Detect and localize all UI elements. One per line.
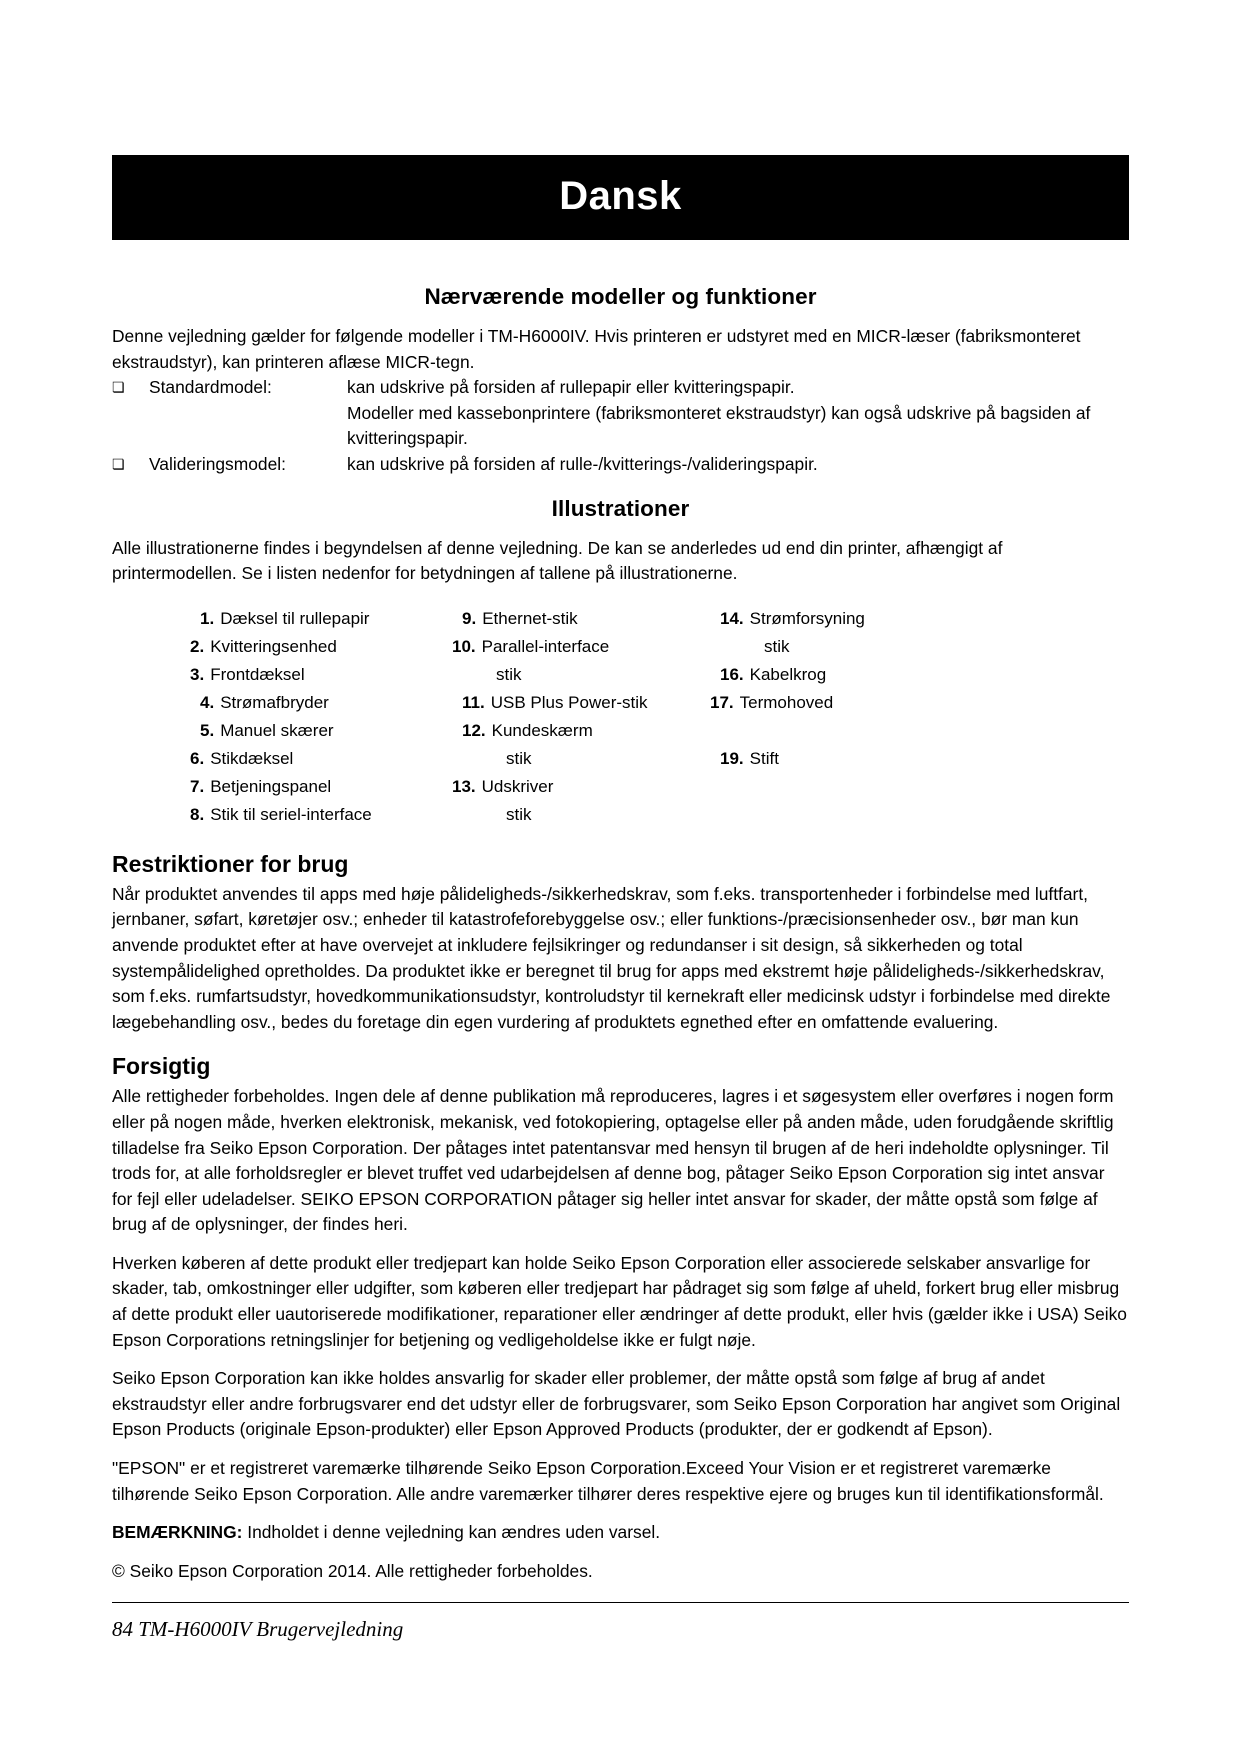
legend-label: Stift	[749, 748, 779, 768]
legend-label: USB Plus Power-stik	[490, 692, 648, 712]
legend-number: 2.	[190, 636, 205, 656]
legend-label: Termohoved	[739, 692, 834, 712]
list-item	[112, 452, 1129, 478]
legend-label-continued: stik	[506, 804, 532, 824]
legend-entry	[190, 773, 452, 801]
legend-number: 7.	[190, 776, 205, 796]
legend-entry	[710, 605, 970, 633]
legend-column-3	[710, 605, 970, 829]
legend-entry	[190, 717, 452, 745]
legend-label: Strømforsyning	[749, 608, 865, 628]
legend-number: 6.	[190, 748, 205, 768]
legend-label: Kabelkrog	[749, 664, 827, 684]
models-intro: Denne vejledning gælder for følgende modeller i TM-H6000IV. Hvis printeren er udstyret med en MICR-læser (fabriksmonteret ekstraudstyr), kan printeren aflæse MICR-tegn.	[112, 326, 1081, 372]
legend-label: Kvitteringsenhed	[210, 636, 337, 656]
models-bullet-list	[112, 375, 1129, 477]
copyright-line: © Seiko Epson Corporation 2014. Alle rettigheder forbeholdes.	[112, 1560, 593, 1581]
restrictions-body	[112, 882, 1129, 1036]
legend-number: 8.	[190, 804, 205, 824]
legend-label: Strømafbryder	[220, 692, 329, 712]
legend-number: 11.	[462, 692, 485, 712]
legend-label-continued: stik	[764, 636, 790, 656]
legend-number: 3.	[190, 664, 205, 684]
caution-heading: Forsigtig	[112, 1053, 211, 1080]
bullet-square-icon: ❏	[112, 455, 125, 472]
language-banner: Dansk	[112, 155, 1129, 240]
legend-number: 16.	[720, 664, 744, 684]
legend-label: Stik til seriel-interface	[210, 804, 372, 824]
caution-note	[112, 1520, 1129, 1546]
legend-entry	[452, 773, 710, 801]
legend-entry	[452, 689, 710, 717]
legend-column-1	[190, 605, 452, 829]
legend-label-continued: stik	[496, 664, 522, 684]
models-heading: Nærværende modeller og funktioner	[424, 284, 817, 309]
caution-body	[112, 1084, 1129, 1584]
legend-number: 19.	[720, 748, 744, 768]
legend-label: Ethernet-stik	[482, 608, 578, 628]
caution-paragraph-4: "EPSON" er et registreret varemærke tilhørende Seiko Epson Corporation.Exceed Your Vision er et registreret varemærke tilhørende Seiko Epson Corporation. Alle andre varemærker tilhører deres respektive ejere og bruges kun til identifikationsformål.	[112, 1458, 1104, 1504]
restrictions-heading: Restriktioner for brug	[112, 850, 349, 877]
list-item	[112, 375, 1129, 401]
legend-column-2	[452, 605, 710, 829]
legend-number: 12.	[462, 720, 486, 740]
footer-label: 84 TM-H6000IV Brugervejledning	[112, 1617, 404, 1641]
legend-number: 13.	[452, 776, 476, 796]
legend-entry	[710, 745, 970, 773]
legend-entry	[190, 633, 452, 661]
legend-label: Manuel skærer	[220, 720, 334, 740]
list-item-desc: kan udskrive på forsiden af rulle-/kvitterings-/valideringspapir.	[347, 453, 818, 474]
caution-paragraph-2: Hverken køberen af dette produkt eller tredjepart kan holde Seiko Epson Corporation eller associerede selskaber ansvarlige for skader, tab, omkostninger eller udgifter, som køberen eller tredjepart har pådraget sig som følge af uheld, forkert brug eller misbrug af dette produkt eller uautoriserede modifikationer, reparationer eller ændringer af dette produkt, eller hvis (gælder ikke i USA) Seiko Epson Corporations retningslinjer for betjening og vedligeholdelse ikke er fulgt nøje.	[112, 1252, 1127, 1350]
legend-entry	[190, 745, 452, 773]
legend-entry	[190, 689, 452, 717]
legend-entry	[452, 633, 710, 661]
list-item-term: Valideringsmodel:	[149, 453, 286, 474]
page-footer	[112, 1602, 1129, 1642]
legend-entry	[452, 717, 710, 745]
legend-entry	[190, 605, 452, 633]
legend-number: 4.	[200, 692, 215, 712]
restrictions-paragraph: Når produktet anvendes til apps med høje pålideligheds-/sikkerhedskrav, som f.eks. transportenheder i forbindelse med luftfart, jernbaner, søfart, køretøjer osv.; enheder til katastrofeforebyggelse osv.; eller funktions-/præcisionsenheder osv., bør man kun anvende produktet efter at have overvejet at inkludere fejlsikringer og redundanser i sit design, så sikkerheden og total systempålidelighed opretholdes. Da produktet ikke er beregnet til brug for apps med ekstremt høje pålideligheds-/sikkerhedskrav, som f.eks. rumfartsudstyr, hovedkommunikationsudstyr, kontroludstyr til kernekraft eller medicinsk udstyr i forbindelse med direkte lægebehandling osv., bedes du foretage din egen vurdering af produktets egnethed efter en omfattende evaluering.	[112, 883, 1111, 1032]
legend-label: Kundeskærm	[491, 720, 593, 740]
legend-label: Udskriver	[481, 776, 554, 796]
legend-label: Dæksel til rullepapir	[220, 608, 370, 628]
legend-label-continued: stik	[506, 748, 532, 768]
legend-number: 14.	[720, 608, 744, 628]
legend-number: 1.	[200, 608, 215, 628]
list-item-desc-continued: Modeller med kassebonprintere (fabriksmonteret ekstraudstyr) kan også udskrive på bagsiden af kvitteringspapir.	[347, 402, 1091, 449]
legend-number: 10.	[452, 636, 476, 656]
legend-label: Frontdæksel	[210, 664, 305, 684]
legend-entry	[710, 661, 970, 689]
legend-entry	[710, 689, 970, 717]
legend-label: Betjeningspanel	[210, 776, 332, 796]
legend-label: Stikdæksel	[210, 748, 294, 768]
bullet-square-icon: ❏	[112, 379, 125, 396]
note-label: BEMÆRKNING:	[112, 1522, 243, 1543]
legend-entry	[190, 661, 452, 689]
models-intro-block	[112, 324, 1129, 375]
illustrations-heading: Illustrationer	[551, 495, 690, 521]
list-item-term: Standardmodel:	[149, 377, 272, 398]
legend-label: Parallel-interface	[481, 636, 610, 656]
illustrations-note: Alle illustrationerne findes i begyndelsen af denne vejledning. De kan se anderledes ud end din printer, afhængigt af printermodellen. Se i listen nedenfor for betydningen af tallene på illustrationerne.	[112, 537, 1003, 584]
legend-number: 5.	[200, 720, 215, 740]
caution-paragraph-3: Seiko Epson Corporation kan ikke holdes ansvarlig for skader eller problemer, der måtte opstå som følge af brug af andet ekstraudstyr eller andre forbrugsvarer end det udstyr eller de forbrugsvarer, som Seiko Epson Corporation har angivet som Original Epson Products (originale Epson-produkter) eller Epson Approved Products (produkter, der er godkendt af Epson).	[112, 1368, 1121, 1440]
legend-entry	[190, 801, 452, 829]
note-text: Indholdet i denne vejledning kan ændres uden varsel.	[242, 1522, 661, 1543]
caution-paragraph-1: Alle rettigheder forbeholdes. Ingen dele af denne publikation må reproduceres, lagres i et søgesystem eller overføres i nogen form eller på nogen måde, hverken elektronisk, mekanisk, ved fotokopiering, optagelse eller på anden måde, uden forudgående skriftlig tilladelse fra Seiko Epson Corporation. Der påtages intet patentansvar med hensyn til brugen af de heri indeholdte oplysninger. Til trods for, at alle forholdsregler er blevet truffet ved udarbejdelsen af denne bog, påtager Seiko Epson Corporation sig intet ansvar for fejl eller udeladelser. SEIKO EPSON CORPORATION påtager sig heller intet ansvar for skader, der måtte opstå som følge af brug af de oplysninger, der findes heri.	[112, 1086, 1114, 1235]
footer-divider	[112, 1602, 1129, 1603]
legend-entry	[452, 605, 710, 633]
legend-number: 9.	[462, 608, 477, 628]
list-item-desc: kan udskrive på forsiden af rullepapir eller kvitteringspapir.	[347, 377, 795, 398]
legend-number: 17.	[710, 692, 734, 712]
illustration-legend	[112, 605, 1129, 829]
